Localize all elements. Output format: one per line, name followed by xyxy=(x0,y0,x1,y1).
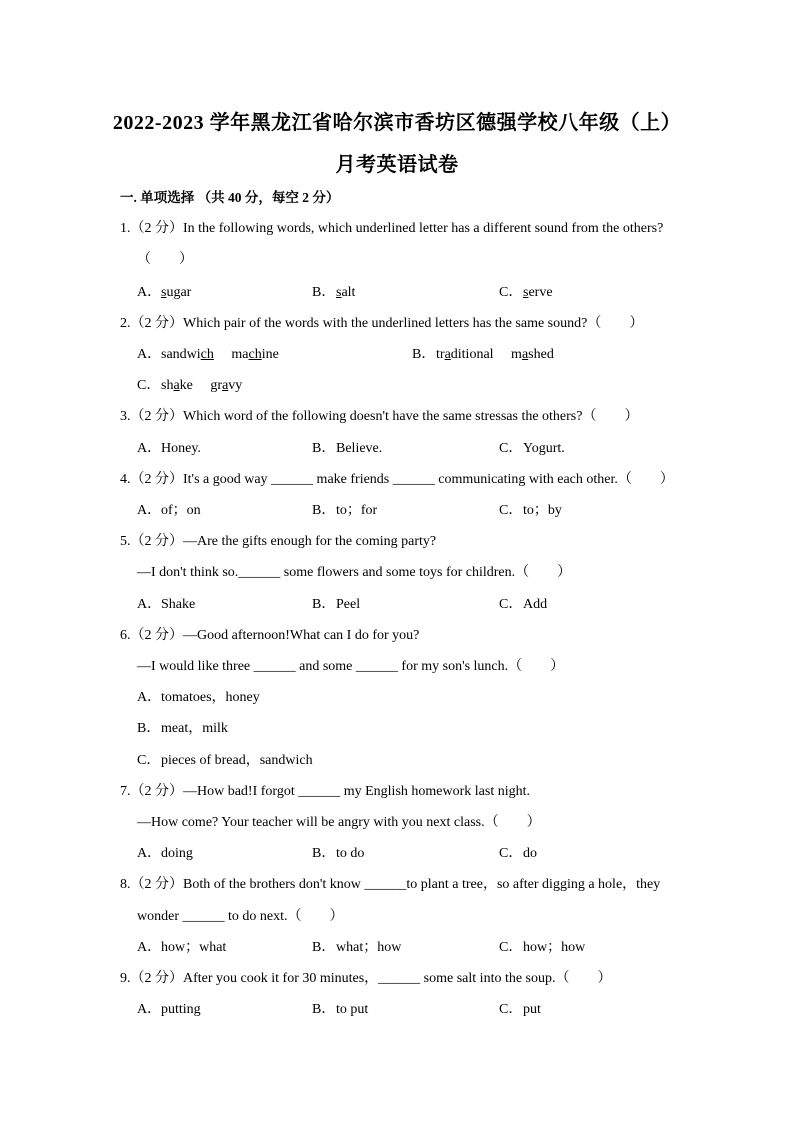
option-a xyxy=(137,686,260,706)
underlined-letters: a xyxy=(444,347,451,362)
option-letter: B． xyxy=(312,1002,336,1017)
option-a xyxy=(137,437,201,457)
option-letter: A． xyxy=(137,597,162,612)
option-text: what；how xyxy=(336,940,402,955)
option-text: ugar xyxy=(166,285,192,300)
option-b xyxy=(312,499,377,519)
question-stem: 2.（2 分）Which pair of the words with the underlined letters has the same sound?（ ） xyxy=(120,316,644,331)
underlined-letters: s xyxy=(523,285,529,300)
question-stem: 5.（2 分）—Are the gifts enough for the coming party? xyxy=(120,534,437,549)
question-stem: 3.（2 分）Which word of the following doesn't have the same stressas the others?（ ） xyxy=(120,409,639,424)
option-text: Believe. xyxy=(336,441,383,456)
option-a xyxy=(137,842,193,862)
underlined-letters: a xyxy=(173,378,180,393)
option-letter: C． xyxy=(137,753,161,768)
option-b xyxy=(312,936,401,956)
question-stem: 4.（2 分）It's a good way ______ make friends ______ communicating with each other.（ ） xyxy=(120,472,674,487)
option-text: tr xyxy=(436,347,445,362)
option-text: ke gr xyxy=(179,378,223,393)
option-c xyxy=(499,998,541,1018)
option-a xyxy=(137,593,195,613)
question-stem-cont: wonder ______ to do next.（ ） xyxy=(137,909,344,924)
option-letter: B． xyxy=(312,597,336,612)
option-text: of；on xyxy=(161,503,201,518)
option-letter: C． xyxy=(499,1002,523,1017)
option-text: Peel xyxy=(336,597,361,612)
option-c xyxy=(499,842,537,862)
option-a xyxy=(137,998,201,1018)
option-c xyxy=(137,749,313,769)
option-letter: C． xyxy=(499,441,523,456)
exam-title-line2: 月考英语试卷 xyxy=(335,154,459,176)
option-text: sandwi xyxy=(161,347,201,362)
option-text: meat，milk xyxy=(161,721,228,736)
option-b xyxy=(312,842,364,862)
option-text: alt xyxy=(341,285,356,300)
option-letter: A． xyxy=(137,503,162,518)
option-text: erve xyxy=(528,285,553,300)
option-text: to do xyxy=(336,846,365,861)
option-text: vy xyxy=(228,378,243,393)
option-letter: A． xyxy=(137,940,162,955)
option-letter: B． xyxy=(312,846,336,861)
option-a xyxy=(137,343,279,363)
option-a xyxy=(137,936,226,956)
underlined-letters: ch xyxy=(248,347,262,362)
option-text: Shake xyxy=(161,597,196,612)
option-letter: B． xyxy=(312,285,336,300)
option-c xyxy=(499,281,553,301)
underlined-letters: s xyxy=(161,285,167,300)
section-heading: 一. 单项选择 （共 40 分，每空 2 分） xyxy=(120,190,340,205)
option-b xyxy=(312,593,360,613)
underlined-letters: s xyxy=(336,285,342,300)
option-text: put xyxy=(523,1002,541,1017)
option-b xyxy=(312,281,355,301)
option-b xyxy=(312,998,368,1018)
option-c xyxy=(499,437,565,457)
option-c xyxy=(499,593,547,613)
option-text: ine xyxy=(261,347,279,362)
option-text: shed xyxy=(528,347,554,362)
option-letter: C． xyxy=(137,378,161,393)
option-letter: C． xyxy=(499,940,523,955)
option-letter: C． xyxy=(499,503,523,518)
option-text: do xyxy=(523,846,537,861)
option-letter: B． xyxy=(312,503,336,518)
option-text: doing xyxy=(161,846,193,861)
option-text: to；by xyxy=(523,503,562,518)
option-text: tomatoes，honey xyxy=(161,690,260,705)
option-text: to；for xyxy=(336,503,378,518)
option-letter: A． xyxy=(137,846,162,861)
option-letter: A． xyxy=(137,285,162,300)
question-stem: 9.（2 分）After you cook it for 30 minutes，______ some salt into the soup.（ ） xyxy=(120,971,612,986)
option-letter: B． xyxy=(137,721,161,736)
option-letter: C． xyxy=(499,846,523,861)
option-text: Yogurt. xyxy=(523,441,565,456)
option-text: ma xyxy=(213,347,249,362)
question-stem: 1.（2 分）In the following words, which underlined letter has a different sound from the others? xyxy=(120,221,664,236)
exam-title-line1: 2022-2023 学年黑龙江省哈尔滨市香坊区德强学校八年级（上） xyxy=(112,112,682,134)
option-text: sh xyxy=(161,378,174,393)
option-text: Honey. xyxy=(161,441,201,456)
option-a xyxy=(137,281,191,301)
underlined-letters: a xyxy=(222,378,229,393)
option-b xyxy=(137,717,228,737)
option-text: pieces of bread，sandwich xyxy=(161,753,313,768)
option-text: how；what xyxy=(161,940,227,955)
option-c xyxy=(499,936,585,956)
option-letter: B． xyxy=(312,441,336,456)
option-text: Add xyxy=(523,597,548,612)
option-letter: C． xyxy=(499,597,523,612)
option-letter: A． xyxy=(137,690,162,705)
option-c xyxy=(137,374,242,394)
question-stem: 7.（2 分）—How bad!I forgot ______ my English homework last night. xyxy=(120,784,530,799)
option-letter: A． xyxy=(137,1002,162,1017)
question-stem-cont: —I don't think so.______ some flowers and some toys for children.（ ） xyxy=(137,565,572,580)
option-b xyxy=(312,437,382,457)
option-b xyxy=(412,343,554,363)
option-letter: C． xyxy=(499,285,523,300)
question-stem: 8.（2 分）Both of the brothers don't know ______to plant a tree，so after digging a hole，they xyxy=(120,877,661,892)
option-letter: A． xyxy=(137,347,162,362)
question-stem-cont: —How come? Your teacher will be angry with you next class.（ ） xyxy=(137,815,541,830)
question-stem-cont: —I would like three ______ and some ______ for my son's lunch.（ ） xyxy=(137,659,565,674)
question-stem-cont: （ ） xyxy=(137,252,193,267)
underlined-letters: ch xyxy=(200,347,214,362)
option-text: ditional m xyxy=(450,347,522,362)
option-text: putting xyxy=(161,1002,201,1017)
question-stem: 6.（2 分）—Good afternoon!What can I do for you? xyxy=(120,628,420,643)
option-c xyxy=(499,499,562,519)
option-text: how；how xyxy=(523,940,586,955)
option-letter: B． xyxy=(412,347,436,362)
option-a xyxy=(137,499,201,519)
option-letter: B． xyxy=(312,940,336,955)
option-letter: A． xyxy=(137,441,162,456)
option-text: to put xyxy=(336,1002,369,1017)
underlined-letters: a xyxy=(521,347,529,362)
